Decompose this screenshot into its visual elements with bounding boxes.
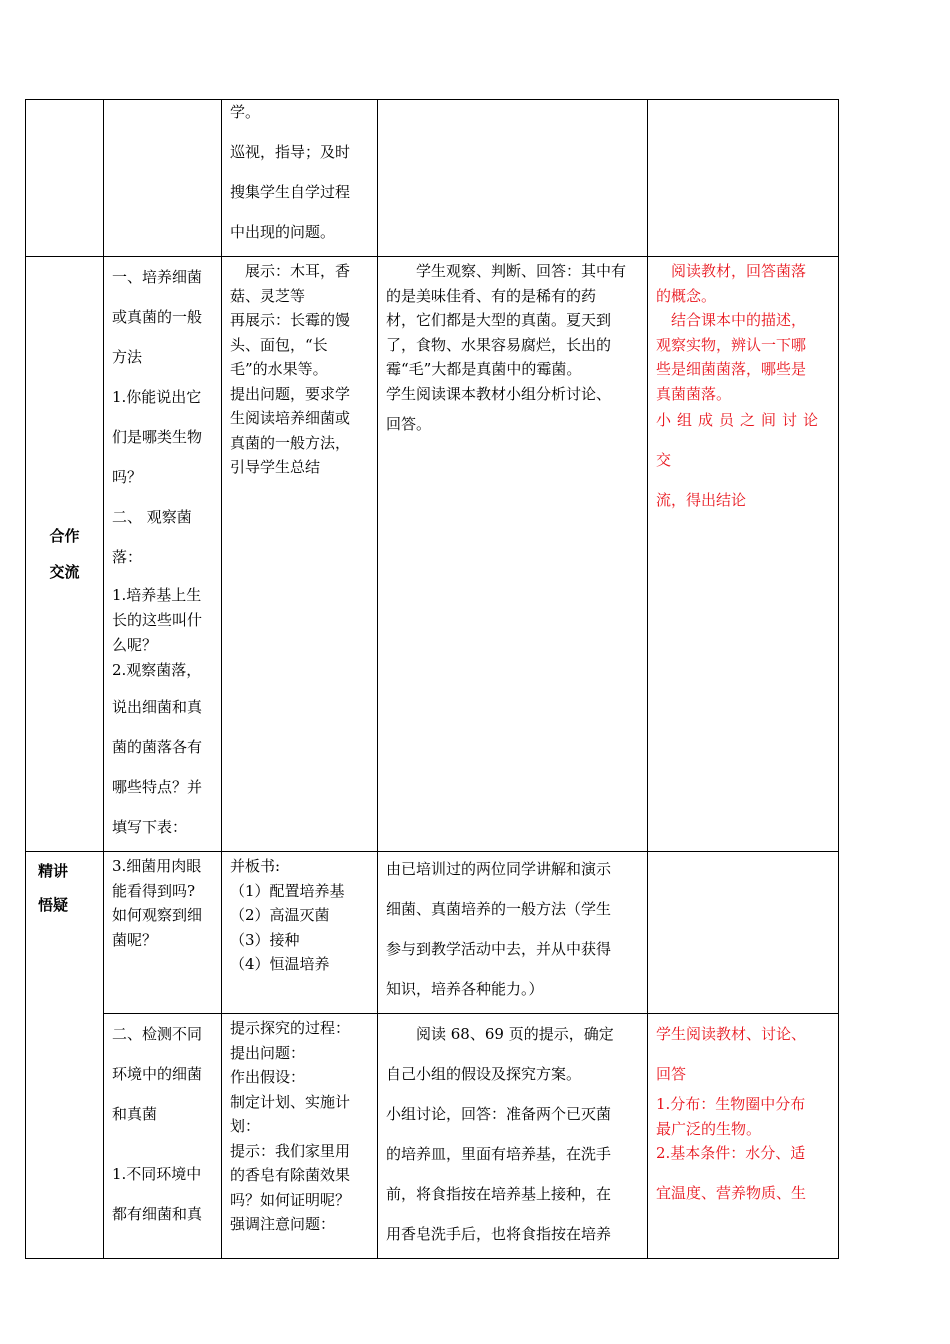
text-line: 霉“毛”大都是真菌中的霉菌。 (386, 360, 582, 378)
text-line: 阅读 68、69 页的提示，确定 (416, 1025, 614, 1043)
text-line: 1.你能说出它 (112, 388, 202, 406)
text-line: 提示：我们家里用 (230, 1141, 351, 1160)
text-line: 提示探究的过程： (230, 1019, 351, 1037)
text-line: 二、检测不同 (112, 1025, 203, 1043)
text-line: 前，将食指按在培养基上接种，在 (386, 1185, 612, 1203)
student-activity-cell (378, 257, 648, 852)
text-line: 如何观察到细 (112, 906, 203, 924)
text-line: 真菌的一般方法， (230, 433, 351, 452)
text-line: 搜集学生自学过程 (230, 183, 351, 201)
content-cell (104, 257, 222, 852)
stage-label-line: 合作 (49, 527, 80, 545)
text-line: 观察实物，辨认一下哪 (656, 335, 807, 354)
text-line: 知识，培养各种能力。） (386, 980, 544, 998)
text-line: 学。 (230, 103, 261, 121)
text-line: 二、 观察菌 (112, 508, 192, 526)
text-line: 3.细菌用肉眼 (112, 857, 202, 875)
text-line: （4）恒温培养 (230, 955, 330, 973)
text-line: 了，食物、水果容易腐烂，长出的 (386, 335, 612, 354)
text-line: 细菌、真菌培养的一般方法（学生 (386, 900, 612, 918)
text-line: 1.分布：生物圈中分布 (656, 1095, 806, 1113)
text-line: 提出问题，要求学 (230, 384, 351, 403)
student-activity-cell (378, 852, 648, 1014)
text-line: 并板书: (230, 857, 281, 875)
stage-label-line: 悟疑 (38, 896, 69, 914)
text-line: 回答 (656, 1065, 687, 1083)
text-line: 菌的菌落各有 (112, 738, 203, 756)
text-line: 环境中的细菌 (112, 1065, 203, 1083)
text-line: 结合课本中的描述， (671, 311, 807, 329)
design-intent-cell-empty (648, 100, 839, 257)
stage-cell-empty (26, 100, 104, 257)
text-line: 方法 (112, 348, 143, 366)
text-line: 们是哪类生物 (112, 428, 203, 446)
text-line: 2.基本条件：水分、适 (656, 1144, 806, 1162)
text-line: 长的这些叫什 (112, 611, 203, 629)
text-line: 2.观察菌落， (112, 661, 202, 679)
text-line: （3）接种 (230, 930, 300, 949)
teacher-activity-cell (222, 1014, 378, 1259)
text-line: 和真菌 (112, 1105, 158, 1123)
design-intent-cell-empty (648, 852, 839, 1014)
text-line: 学生阅读课本教材小组分析讨论、 (386, 384, 612, 403)
text-line: 毛”的水果等。 (230, 360, 328, 378)
content-cell (104, 852, 222, 1014)
text-line: 的培养皿，里面有培养基，在洗手 (386, 1145, 612, 1163)
text-line: 制定计划、实施计 (230, 1092, 351, 1111)
table-row-explanation (26, 852, 839, 1014)
text-line: 或真菌的一般 (112, 308, 203, 326)
text-line: 中出现的问题。 (230, 223, 336, 241)
text-line: 吗？如何证明呢？ (230, 1190, 351, 1209)
text-line: 些是细菌菌落，哪些是 (656, 360, 807, 378)
text-line: 划： (230, 1117, 261, 1135)
text-line: 的香皂有除菌效果 (230, 1166, 351, 1184)
text-line: 展示：木耳，香 (245, 262, 351, 280)
text-line: 自己小组的假设及探究方案。 (386, 1065, 582, 1083)
text-line: 学生观察、判断、回答：其中有 (416, 262, 627, 280)
text-line: 用香皂洗手后，也将食指按在培养 (386, 1225, 612, 1243)
table-row-detection (26, 1014, 839, 1259)
text-line: 阅读教材，回答菌落 (671, 262, 807, 280)
lesson-plan-table (25, 99, 839, 1259)
text-line: 参与到教学活动中去，并从中获得 (386, 940, 612, 958)
text-line: 落： (112, 548, 143, 566)
text-line: 的是美味佳肴、有的是稀有的药 (386, 286, 597, 305)
text-line: 提出问题： (230, 1043, 306, 1062)
table-row-cooperation (26, 257, 839, 852)
text-line: 强调注意问题： (230, 1215, 336, 1233)
text-line: 的概念。 (656, 286, 717, 305)
content-cell-empty (104, 100, 222, 257)
text-line: （1）配置培养基 (230, 881, 345, 900)
text-line: 菌呢？ (112, 930, 158, 949)
design-intent-cell (648, 1014, 839, 1259)
text-line: 巡视，指导；及时 (230, 143, 351, 161)
teacher-activity-cell (222, 257, 378, 852)
text-line: 1.培养基上生 (112, 586, 202, 604)
text-line: 小组讨论，回答：准备两个已灭菌 (386, 1105, 612, 1123)
text-line: 由已培训过的两位同学讲解和演示 (386, 860, 612, 878)
text-line: 说出细菌和真 (112, 698, 203, 716)
student-activity-cell (378, 1014, 648, 1259)
text-line: 引导学生总结 (230, 458, 321, 476)
teacher-activity-cell (222, 100, 378, 257)
content-cell (104, 1014, 222, 1259)
stage-label-line: 精讲 (38, 862, 69, 880)
text-line: 1.不同环境中 (112, 1165, 202, 1183)
text-line: （2）高温灭菌 (230, 906, 330, 924)
text-line: 一、培养细菌 (112, 268, 203, 286)
text-line: 流，得出结论 (656, 491, 747, 509)
text-line: 最广泛的生物。 (656, 1119, 762, 1138)
text-line: 回答。 (386, 415, 432, 433)
text-line: 吗？ (112, 468, 143, 486)
text-line: 再展示：长霉的馒 (230, 311, 351, 329)
design-intent-cell (648, 257, 839, 852)
text-line: 材，它们都是大型的真菌。夏天到 (386, 311, 612, 329)
text-line: 生阅读培养细菌或 (230, 409, 351, 427)
text-line: 菇、灵芝等 (230, 286, 306, 305)
text-line: 宜温度、营养物质、生 (656, 1184, 807, 1202)
text-line: 真菌菌落。 (656, 384, 732, 403)
text-line: 哪些特点？并 (112, 778, 203, 796)
text-line: 填写下表： (112, 818, 188, 836)
table-row-continuation (26, 100, 839, 257)
text-line: 么呢？ (112, 636, 158, 654)
text-line: 头、面包，“长 (230, 335, 328, 354)
text-line: 小组成员之间讨论交 (656, 411, 825, 469)
text-line: 能看得到吗? (112, 881, 196, 900)
text-line: 作出假设： (230, 1068, 306, 1086)
student-activity-cell-empty (378, 100, 648, 257)
teacher-activity-cell (222, 852, 378, 1014)
stage-cell (26, 257, 104, 852)
text-line: 学生阅读教材、讨论、 (656, 1025, 807, 1043)
text-line: 都有细菌和真 (112, 1205, 203, 1223)
stage-label-line: 交流 (49, 563, 80, 581)
stage-cell (26, 852, 104, 1259)
